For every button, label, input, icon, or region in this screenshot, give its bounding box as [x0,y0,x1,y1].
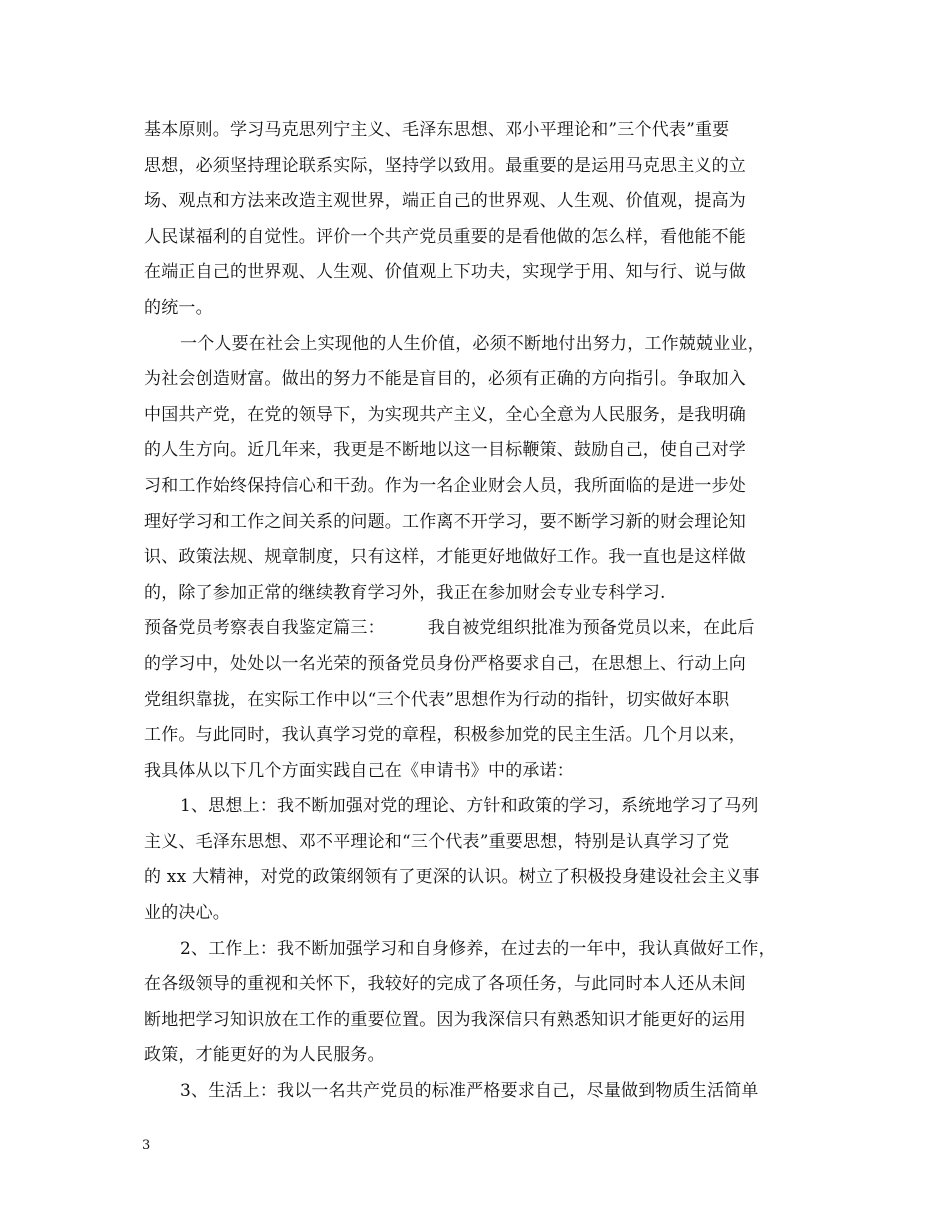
text-line: 我具体从以下几个方面实践自己在《申请书》中的承诺： [144,760,574,781]
text-line: 在端正自己的世界观、人生观、价值观上下功夫，实现学于用、知与行、说与做 [144,262,746,283]
text-line: 基本原则。学习马克思列宁主义、毛泽东思想、邓小平理论和”三个代表”重要 [144,120,730,140]
text-line: 政策，才能更好的为人民服务。 [144,1045,385,1066]
text-line: 2、工作上：我不断加强学习和自身修养，在过去的一年中，我认真做好工作， [180,938,776,959]
text-line: 的 xx 大精神，对党的政策纲领有了更深的认识。树立了积极投身建设社会主义事 [144,867,760,888]
text-line: 的统一。 [144,297,213,318]
text-line: 断地把学习知识放在工作的重要位置。因为我深信只有熟悉知识才能更好的运用 [144,1009,746,1030]
text-line: 场、观点和方法来改造主观世界，端正自己的世界观、人生观、价值观，提高为 [144,191,746,212]
text-line: 工作。与此同时，我认真学习党的章程，积极参加党的民主生活。几个月以来， [144,725,746,746]
text-line: 在各级领导的重视和关怀下，我较好的完成了各项任务，与此同时本人还从未间 [144,974,746,995]
text-line: 为社会创造财富。做出的努力不能是盲目的，必须有正确的方向指引。争取加入 [144,369,746,390]
text-line: 的学习中，处处以一名光荣的预备党员身份严格要求自己，在思想上、行动上向 [144,653,746,674]
text-line: 识、政策法规、规章制度，只有这样，才能更好地做好工作。我一直也是这样做 [144,547,746,568]
text-line: 人民谋福利的自觉性。评价一个共产党员重要的是看他做的怎么样，看他能不能 [144,226,746,247]
text-line: 一个人要在社会上实现他的人生价值，必须不断地付出努力，工作兢兢业业， [180,333,765,354]
text-line: 的人生方向。近几年来，我更是不断地以这一目标鞭策、鼓励自己，使自己对学 [144,440,746,461]
page-number: 3 [142,1138,151,1153]
text-line: 3、生活上：我以一名共产党员的标准严格要求自己，尽量做到物质生活简单 [180,1081,759,1102]
text-line: 业的决心。 [144,903,230,924]
text-line: 党组织靠拢，在实际工作中以“三个代表”思想作为行动的指针，切实做好本职 [144,689,730,710]
text-line: 中国共产党，在党的领导下，为实现共产主义，全心全意为人民服务，是我明确 [144,404,746,425]
text-line: 思想，必须坚持理论联系实际，坚持学以致用。最重要的是运用马克思主义的立 [144,155,746,176]
text-line: 的，除了参加正常的继续教育学习外，我正在参加财会专业专科学习. [144,582,666,603]
text-line: 习和工作始终保持信心和干劲。作为一名企业财会人员，我所面临的是进一步处 [144,475,746,496]
body-text [144,113,824,1110]
text-line: 理好学习和工作之间关系的问题。工作离不开学习，要不断学习新的财会理论知 [144,511,746,532]
text-line: 预备党员考察表自我鉴定篇三： 我自被党组织批准为预备党员以来，在此后 [144,618,755,639]
text-line: 主义、毛泽东思想、邓不平理论和“三个代表”重要思想，特别是认真学习了党 [144,831,730,852]
text-line: 1、思想上：我不断加强对党的理论、方针和政策的学习，系统地学习了马列 [180,796,759,817]
